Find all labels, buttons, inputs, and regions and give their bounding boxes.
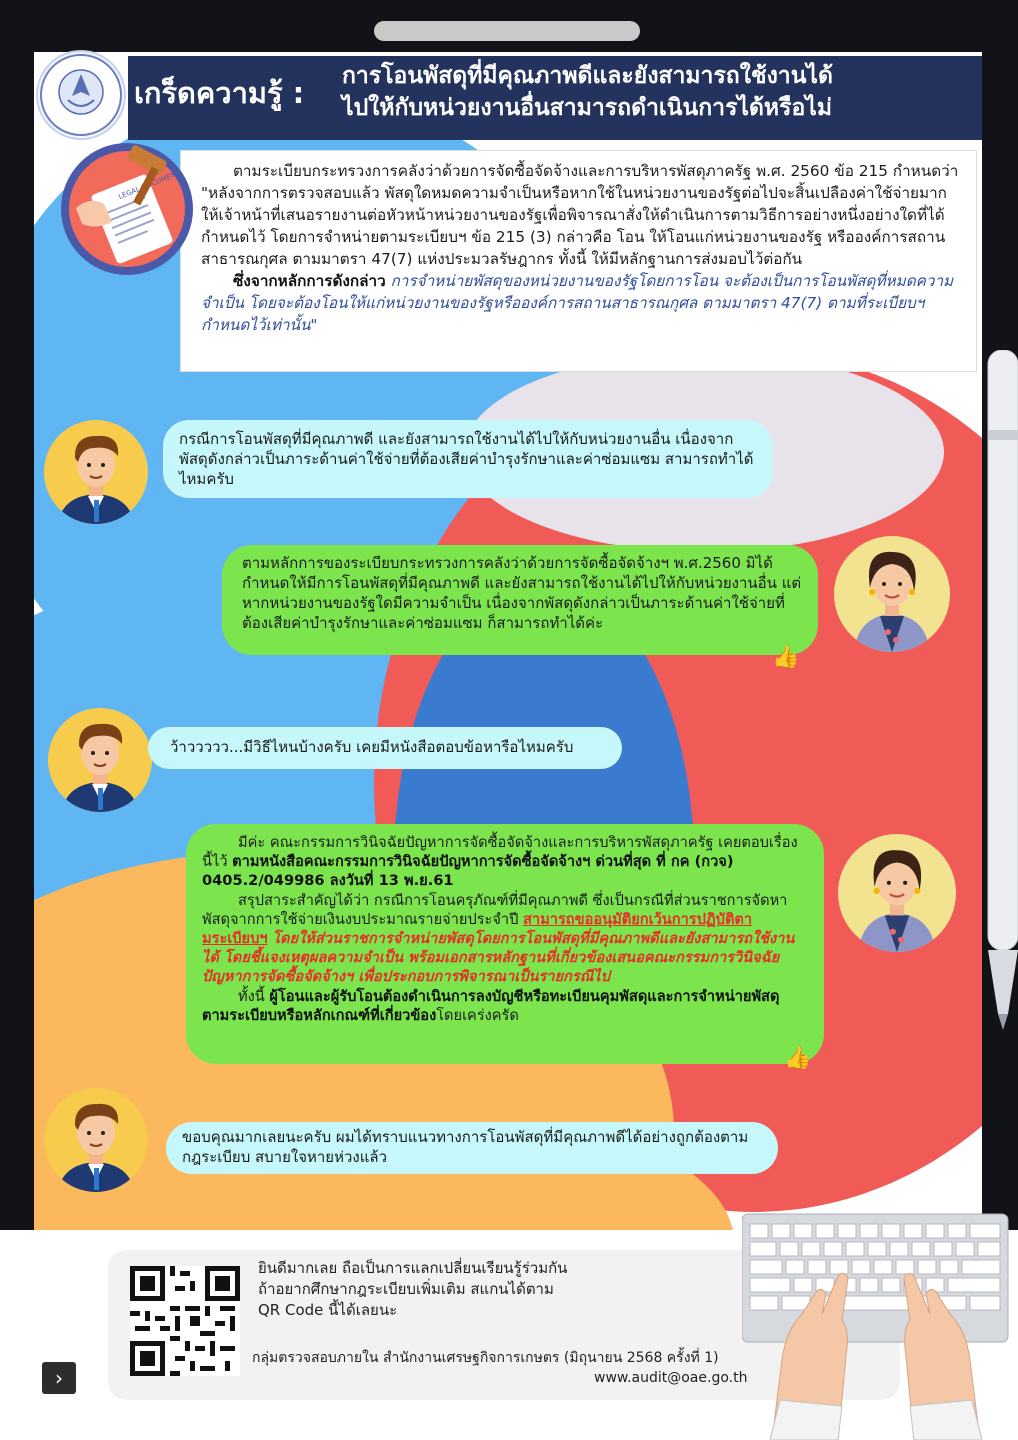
- answer-1-text: ตามหลักการของระเบียบกระทรวงการคลังว่าด้วยการจัดซื้อจัดจ้างฯ พ.ศ.2560 มิได้กำหนดให้มีการโอนพัสดุที่มีคุณภาพดี และยังสามารถใช้งานได้ไปให้กับหน่วยงานอื่น แต่หากหน่วยงานของรัฐใดมีความจำเป็น เนื่องจากพัสดุดังกล่าวเป็นภาระด้านค่าใช้จ่ายที่ต้องเสียค่าบำรุงรักษาและค่าซ่อมแซม ก็สามารถทำได้ค่ะ: [242, 554, 802, 632]
- chevron-right-icon: ›: [55, 1366, 63, 1390]
- chat-bubble-answer-1: [222, 545, 818, 655]
- tablet-speaker-notch: [374, 21, 640, 41]
- avatar-woman-2: [838, 834, 956, 952]
- title-prefix: เกร็ดความรู้ :: [134, 76, 305, 110]
- answer-2-note-bold: ผู้โอนและผู้รับโอนต้องดำเนินการลงบัญชีหรือทะเบียนคุมพัสดุและการจำหน่ายพัสดุตามระเบียบหรือหลักเกณฑ์ที่เกี่ยวข้อง: [202, 987, 780, 1024]
- stylus-icon: [986, 350, 1018, 1030]
- answer-2-intro: มีค่ะ คณะกรรมการวินิจฉัยปัญหาการจัดซื้อจัดจ้างและการบริหารพัสดุภาครัฐ เคยตอบเรื่องนี้ไว้: [202, 834, 798, 871]
- answer-2-paragraph-3: [202, 987, 804, 1025]
- answer-2-reference: ตามหนังสือคณะกรรมการวินิจฉัยปัญหาการจัดซื้อจัดจ้างฯ ด่วนที่สุด ที่ กค (กวจ) 0405.2/049986 ลงวันที่ 13 พ.ย.61: [202, 853, 734, 890]
- oae-seal-icon: [38, 52, 124, 138]
- regulation-intro-panel: [180, 150, 977, 372]
- legal-doc-label: LEGAL DOCUMENT: [117, 169, 182, 202]
- next-page-button[interactable]: [42, 1362, 76, 1394]
- man-icon: [44, 420, 148, 524]
- woman-icon: [838, 834, 956, 952]
- footer-line-1: ยินดีมากเลย ถือเป็นการแลกเปลี่ยนเรียนรู้ร่วมกัน: [258, 1259, 568, 1277]
- footer-line-3: QR Code นี้ได้เลยนะ: [258, 1301, 398, 1319]
- answer-2-exemption: สามารถขออนุมัติยกเว้นการปฏิบัติตามระเบียบฯ: [202, 910, 753, 948]
- legal-document-icon: [56, 138, 198, 280]
- footer-credit: กลุ่มตรวจสอบภายใน สำนักงานเศรษฐกิจการเกษตร (มิถุนายน 2568 ครั้งที่ 1): [252, 1350, 719, 1366]
- intro-highlight: การจำหน่ายพัสดุของหน่วยงานของรัฐโดยการโอน จะต้องเป็นการโอนพัสดุที่หมดความจำเป็น โดยจะต้องโอนให้แก่หน่วยงานของรัฐหรือองค์การสถานสาธารณกุศล ตามมาตรา 47(7) ตามที่ระเบียบฯ กำหนดไว้เท่านั้น": [201, 272, 954, 334]
- question-3-text: ขอบคุณมากเลยนะครับ ผมได้ทราบแนวทางการโอนพัสดุที่มีคุณภาพดีได้อย่างถูกต้องตามกฎระเบียบ สบายใจหายห่วงแล้ว: [182, 1128, 749, 1166]
- qr-code-graphic: [130, 1266, 240, 1376]
- answer-2-paragraph-2: [202, 891, 804, 987]
- intro-paragraph-2: [201, 270, 962, 336]
- keyboard-icon: [742, 1210, 1010, 1440]
- answer-2-note-lead: ทั้งนี้: [238, 987, 265, 1005]
- answer-2-procedure: โดยให้ส่วนราชการจำหน่ายพัสดุโดยการโอนพัสดุที่มีคุณภาพดีและยังสามารถใช้งานได้ โดยชี้แจงเหตุผลความจำเป็น พร้อมเอกสารหลักฐานที่เกี่ยวข้องเสนอคณะกรรมการวินิจฉัยปัญหาการจัดซื้อจัดจ้างฯ เพื่อประกอบการพิจารณาเป็นรายกรณีไป: [202, 930, 795, 986]
- chat-bubble-answer-2: [186, 824, 824, 1064]
- footer-email[interactable]: www.audit@oae.go.th: [594, 1370, 748, 1386]
- man-icon: [44, 1088, 148, 1192]
- page-title-line2: ไปให้กับหน่วยงานอื่นสามารถดำเนินการได้หรือไม่: [342, 95, 832, 121]
- keyboard-hands-illustration: [742, 1210, 1010, 1440]
- question-2-text: ว้าววววว...มีวิธีไหนบ้างครับ เคยมีหนังสือตอบข้อหารือไหมครับ: [170, 738, 574, 756]
- question-1-text: กรณีการโอนพัสดุที่มีคุณภาพดี และยังสามารถใช้งานได้ไปให้กับหน่วยงานอื่น เนื่องจากพัสดุดังกล่าวเป็นภาระด้านค่าใช้จ่ายที่ต้องเสียค่าบำรุงรักษาและค่าซ่อมแซม สามารถทำได้ไหมครับ: [179, 430, 754, 488]
- stylus-pen-illustration: [986, 350, 1018, 1030]
- woman-icon: [834, 536, 950, 652]
- chat-bubble-question-3: [166, 1122, 778, 1174]
- qr-code-icon[interactable]: [130, 1266, 240, 1376]
- page-title: [342, 60, 833, 124]
- thumbs-up-icon: 👍: [772, 645, 800, 670]
- answer-2-note-tail: โดยเคร่งครัด: [436, 1006, 519, 1024]
- legal-document-illustration: [56, 138, 198, 280]
- page-title-line1: การโอนพัสดุที่มีคุณภาพดีและยังสามารถใช้งานได้: [342, 63, 833, 89]
- chat-bubble-question-1: [163, 420, 773, 498]
- avatar-man-3: [44, 1088, 148, 1192]
- man-icon: [48, 708, 152, 812]
- footer-line-2: ถ้าอยากศึกษากฎระเบียบเพิ่มเติม สแกนได้ตาม: [258, 1280, 554, 1298]
- intro-text-1: ตามระเบียบกระทรวงการคลังว่าด้วยการจัดซื้อจัดจ้างและการบริหารพัสดุภาครัฐ พ.ศ. 2560 ข้อ 215 กำหนดว่า "หลังจากการตรวจสอบแล้ว พัสดุใดหมดความจำเป็นหรือหากใช้ในหน่วยงานของรัฐต่อไปจะสิ้นเปลืองค่าใช้จ่ายมาก ให้เจ้าหน้าที่เสนอรายงานต่อหัวหน้าหน่วยงานของรัฐเพื่อพิจารณาสั่งให้ดำเนินการตามวิธีการอย่างหนึ่งอย่างใดที่ได้กำหนดไว้ โดยการจำหน่ายตามระเบียบฯ ข้อ 215 (3) กล่าวคือ โอน ให้โอนแก่หน่วยงานของรัฐ หรือองค์การสถานสาธารณกุศล ตามมาตรา 47(7) แห่งประมวลรัษฎากร ทั้งนี้ ให้มีหลักฐานการส่งมอบไว้ต่อกัน: [201, 162, 959, 268]
- chat-bubble-question-2: [148, 727, 622, 769]
- avatar-man-1: [44, 420, 148, 524]
- tablet-frame-left: [0, 0, 34, 1230]
- avatar-woman-1: [834, 536, 950, 652]
- avatar-man-2: [48, 708, 152, 812]
- answer-2-paragraph-1: [202, 833, 804, 891]
- answer-2-summary: สรุปสาระสำคัญได้ว่า กรณีการโอนครุภัณฑ์ที่มีคุณภาพดี ซึ่งเป็นกรณีที่ส่วนราชการจัดหาพัสดุจากการใช้จ่ายเงินงบประมาณรายจ่ายประจำปี: [202, 891, 788, 928]
- intro-bold-lead: ซึ่งจากหลักการดังกล่าว: [233, 272, 386, 290]
- oae-logo: [36, 50, 126, 140]
- intro-paragraph-1: [201, 160, 962, 270]
- thumbs-up-icon: 👍: [784, 1046, 812, 1071]
